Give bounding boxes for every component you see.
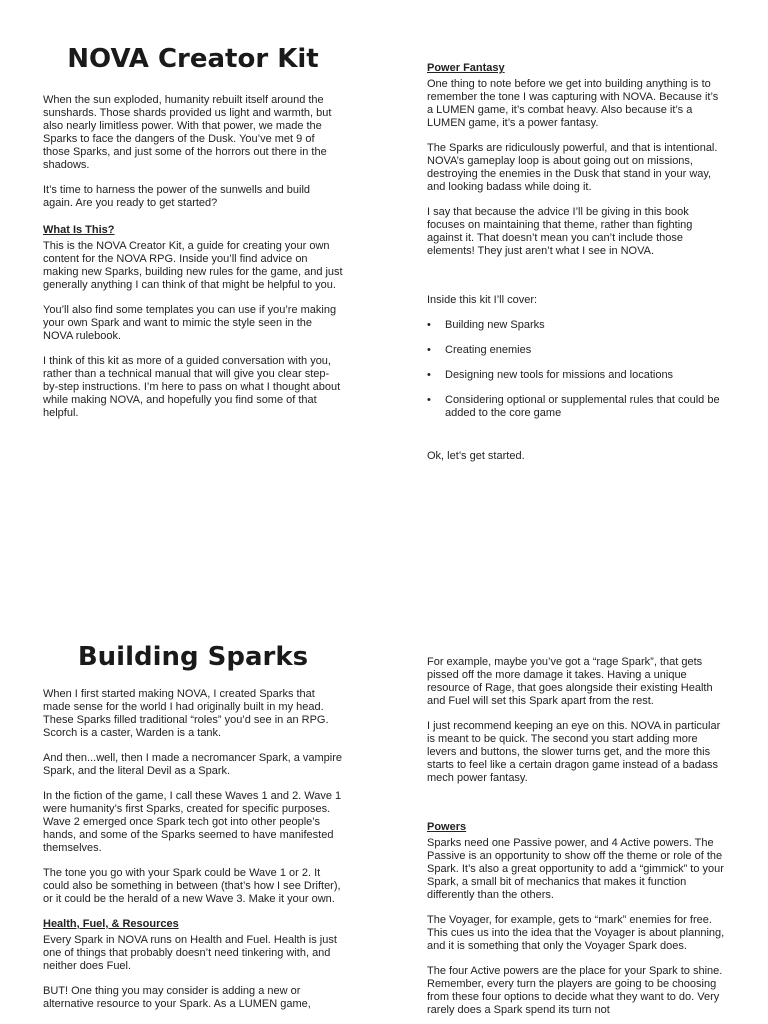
section-heading-what-is-this: What Is This? (43, 224, 115, 236)
list-item: • Creating enemies (427, 344, 727, 357)
power-fantasy-paragraph: One thing to note before we get into building anything is to remember the tone I was capturing with NOVA. Because it’s a LUMEN game, it’s combat heavy. Also because it’s a LUMEN game, it’s a power fantasy. (427, 78, 719, 129)
list-item: • Considering optional or supplemental rules that could be added to the core game (427, 394, 727, 420)
closing-line: Ok, let’s get started. (427, 450, 525, 462)
kit-covers-intro: Inside this kit I’ll cover: (427, 294, 538, 306)
left-column (43, 642, 343, 1023)
necromancer-paragraph: And then...well, then I made a necromancer Spark, a vampire Spark, and the literal Devil as a Spark. (43, 752, 342, 777)
intro-paragraph-2: It’s time to harness the power of the sunwells and build again. Are you ready to get started? (43, 184, 311, 209)
page-title: Building Sparks (77, 642, 309, 672)
health-fuel-paragraph: Every Spark in NOVA runs on Health and Fuel. Health is just one of things that probably doesn’t need tinkering with, and neither does Fuel. (43, 934, 337, 972)
what-is-this-paragraph: This is the NOVA Creator Kit, a guide for creating your own content for the NOVA RPG. Inside you’ll find advice on making new Sparks, building new rules for the game, and just generally anything I can think of that might be helpful to you. (43, 240, 343, 291)
tone-paragraph: The tone you go with your Spark could be Wave 1 or 2. It could also be something in between (that’s how I see Drifter), or it could be the herald of a new Wave 3. Make it your own. (43, 867, 341, 905)
section-heading-power-fantasy: Power Fantasy (427, 62, 505, 74)
right-column (427, 62, 727, 475)
page-title: NOVA Creator Kit (67, 44, 319, 74)
first-sparks-paragraph: When I first started making NOVA, I created Sparks that made sense for the world I had originally built in my head. These Sparks filled traditional “roles” you’d see in an RPG. Scorch is a caster, Warden is a tank. (43, 688, 329, 739)
section-heading-powers: Powers (427, 821, 467, 833)
resource-paragraph: BUT! One thing you may consider is adding a new or alternative resource to your Spark. As a LUMEN game, (43, 985, 311, 1010)
voyager-paragraph: The Voyager, for example, gets to “mark” enemies for free. This cues us into the idea that the Voyager is about planning, and it is something that only the Voyager Spark does. (427, 914, 725, 952)
left-column (43, 44, 343, 432)
waves-paragraph: In the fiction of the game, I call these Waves 1 and 2. Wave 1 were humanity’s first Sparks, created for specific purposes. Wave 2 emerged once Spark tech got into other people’s hands, and some of the Sparks seemed to have manifested themselves. (43, 790, 342, 854)
rage-spark-paragraph: For example, maybe you’ve got a “rage Spark”, that gets pissed off the more damage it takes. Having a unique resource of Rage, that goes alongside their existing Health and Fuel will set this Spark apart from the rest. (427, 656, 713, 707)
intro-paragraph: When the sun exploded, humanity rebuilt itself around the sunshards. Those shards provided us light and warmth, but also nearly limitless power. With that power, we made the Sparks to face the dangers of the Dusk. You’ve met 9 of those Sparks, and just some of the horrors out there in the shadows. (43, 94, 332, 171)
templates-paragraph: You’ll also find some templates you can use if you’re making your own Spark and want to mimic the style seen in the NOVA rulebook. (43, 304, 337, 342)
right-column (427, 656, 727, 1024)
list-item: • Designing new tools for missions and locations (427, 369, 727, 382)
passive-power-paragraph: Sparks need one Passive power, and 4 Active powers. The Passive is an opportunity to show off the theme or role of the Spark. It’s also a great opportunity to add a “gimmick” to your Spark, a small bit of mechanics that makes it function differently than the others. (427, 837, 724, 901)
active-powers-paragraph: The four Active powers are the place for your Spark to shine. Remember, every turn the players are going to be choosing from these four options to decide what they want to do. Very rarely does a Spark spend its turn not (427, 965, 723, 1016)
page-two (0, 512, 768, 1024)
sparks-powerful-paragraph: The Sparks are ridiculously powerful, and that is intentional. NOVA’s gameplay loop is about going out on missions, destroying the enemies in the Dusk that stand in your way, and looking badass while doing it. (427, 142, 718, 193)
guided-conversation-paragraph: I think of this kit as more of a guided conversation with you, rather than a technical manual that will give you clear step-by-step instructions. I’m here to pass on what I thought about while making NOVA, and hopefully you find some of that helpful. (43, 355, 341, 419)
section-heading-health-fuel: Health, Fuel, & Resources (43, 918, 179, 930)
list-item: • Building new Sparks (427, 319, 727, 332)
keep-quick-paragraph: I just recommend keeping an eye on this. NOVA in particular is meant to be quick. The second you start adding more levers and buttons, the slower turns get, and the more this starts to feel like a certain dragon game instead of a badass mech power fantasy. (427, 720, 721, 784)
kit-contents-list (427, 319, 727, 420)
advice-paragraph: I say that because the advice I’ll be giving in this book focuses on maintaining that theme, rather than fighting against it. That doesn’t mean you can’t include those elements! They just aren’t what I see in NOVA. (427, 206, 693, 257)
